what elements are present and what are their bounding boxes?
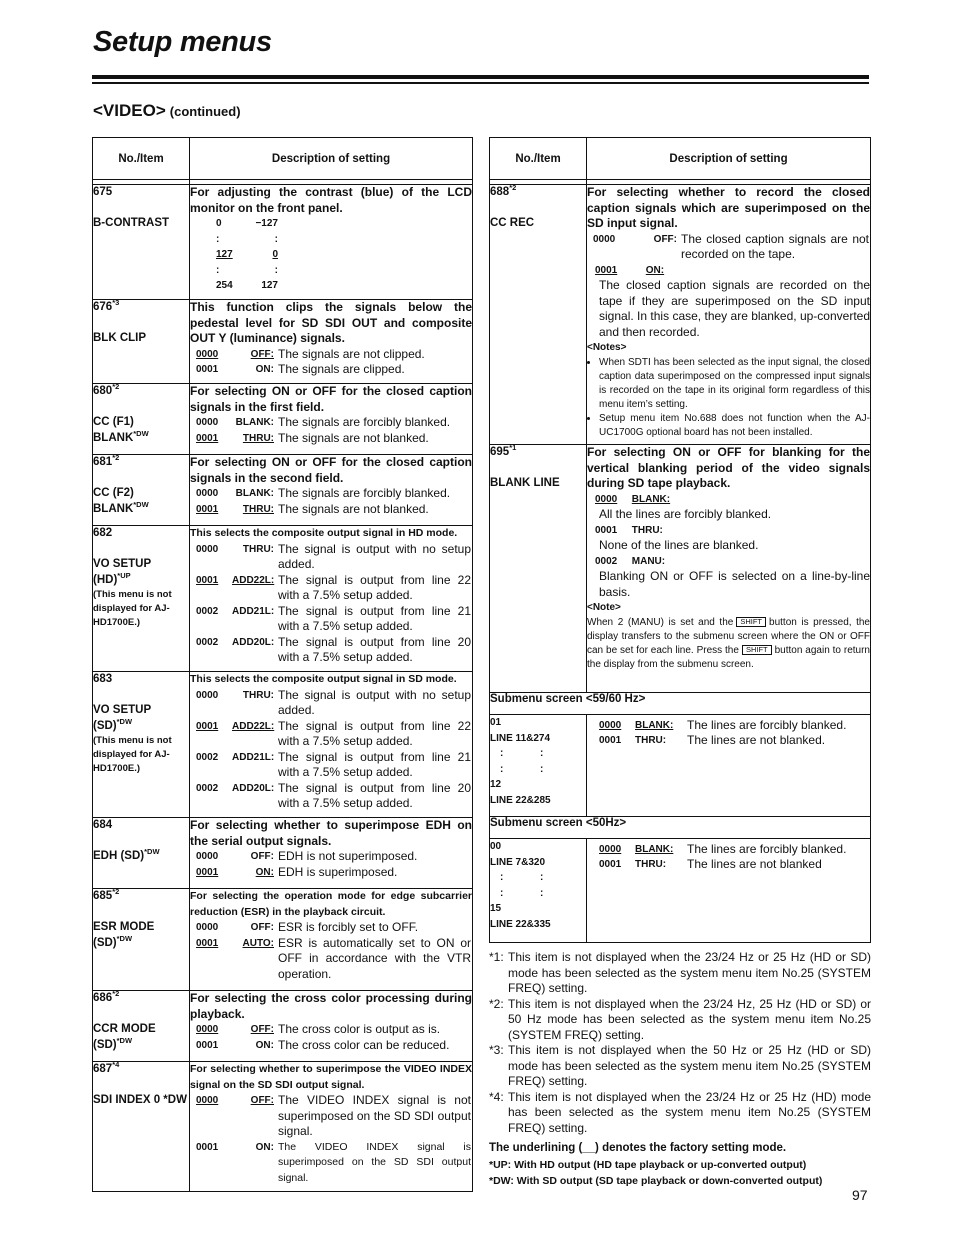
option-list: 0000 THRU: The signal is output with no setup added. 0001 ADD22L: The signal is output from line 22 with a 7.5% setup added. 0002 ADD21L: The signal is output from line 21 with a 7.5% setup added. 0002 ADD20L: The signal is output from line 20 with a 7.5% setup added. [196, 687, 471, 810]
item-name: CC (F1) $BLANK^{*DW}$ [93, 416, 149, 444]
item-note: (This menu is not displayed for AJ-HD1700E.) [93, 589, 172, 628]
item-number: 683 [93, 673, 113, 685]
item-name: VO SETUP (SD)$^{*DW}$ [93, 704, 151, 732]
item-description: For selecting the operation mode for edge subcarrier reduction (ESR) in the playback circuit. [190, 890, 472, 918]
item-name: B-CONTRAST [93, 217, 170, 229]
option-list: 0001 ON: The closed caption signals are recorded on the tape if they are superimposed on the SD input signal. In this case, they are blanked, up-converted and then recorded. [595, 264, 870, 339]
option-list: 0000 THRU: The signal is output with no setup added. 0001 ADD22L: The signal is output from line 22 with a 7.5% setup added. 0002 ADD21L: The signal is output from line 21 with a 7.5% setup added. 0002 ADD20L: The signal is output from line 20 with a 7.5% setup added. [196, 541, 471, 664]
item-description: For selecting ON or OFF for the closed caption signals in the first field. [190, 384, 472, 414]
legend-up: *UP: With HD output (HD tape playback or up-converted output) [489, 1158, 807, 1171]
col-header-desc: Description of setting [587, 138, 871, 180]
option-list: 0000 OFF: EDH is not superimposed. 0001 ON: EDH is superimposed. [196, 849, 418, 879]
title-rule-thick [92, 75, 869, 79]
shift-key-icon: SHIFT [736, 617, 766, 627]
submenu-heading: Submenu screen <59/60 Hz> [490, 693, 871, 715]
section-heading [93, 101, 241, 121]
option-list: 0000 BLANK: The signals are forcibly blanked. 0001 THRU: The signals are not blanked. [196, 415, 451, 445]
item-number: 682 [93, 527, 113, 539]
value-scale: 0 −127 : : 127 0 : : 254 127 [216, 218, 278, 291]
section-continued: (continued) [169, 104, 241, 119]
table-row [93, 185, 473, 300]
table-row: 00 LINE 7&320 : : : : 15 LINE 22&335 0000 BLANK: The lines are forcibly blanked. 0001 THRU: The lines are not blanked [490, 839, 871, 943]
option-list: 0000 OFF: The VIDEO INDEX signal is not superimposed on the SD SDI output signal. 0001 ON: The VIDEO INDEX signal is superimposed on the SD SDI output signal. [196, 1093, 471, 1184]
footnote: *2: This item is not displayed when the 23/24 Hz, 25 Hz (HD or SD) or 50 Hz mode has been selected as the system menu item No.25 (SYSTEM FREQ) setting. [489, 996, 871, 1042]
table-row [93, 300, 473, 384]
item-description: For selecting the cross color processing during playback. [190, 991, 472, 1021]
item-number: 676$^{*3}$ [93, 298, 120, 313]
table-row [490, 445, 871, 693]
note-body: When 2 (MANU) is set and the SHIFT button is pressed, the display transfers to the submenu screen where the ON or OFF can be set for each line. Press the SHIFT button again to return the display from the submenu screen. [587, 616, 870, 670]
item-description: This selects the composite output signal in HD mode. [190, 527, 458, 539]
item-name: CC REC [490, 217, 535, 229]
page-title: Setup menus [93, 26, 272, 58]
item-name: BLANK LINE [490, 477, 560, 489]
item-description: For selecting whether to record the closed caption signals which are superimposed on the SD input signal. [587, 185, 870, 230]
table-row [93, 526, 473, 672]
table-row [93, 455, 473, 526]
footnotes [489, 950, 871, 1189]
notes-list: • When SDTI has been selected as the input signal, the closed caption data superimposed on the compressed input signals is recorded on the tape in its original form regardless of this menu item’s setting. • Setup menu item No.688 does not function when the AJ-UC1700G optional board has not been installed. [587, 356, 870, 440]
item-number: 685$^{*2}$ [93, 887, 120, 902]
item-description: For selecting ON or OFF for the closed caption signals in the second field. [190, 455, 472, 485]
item-description: This selects the composite output signal in SD mode. [190, 673, 457, 685]
right-settings-table [489, 137, 871, 943]
table-row [93, 672, 473, 818]
item-name: SDI INDEX 0 *DW [93, 1094, 187, 1106]
table-row [93, 1062, 473, 1192]
item-name: BLK CLIP [93, 332, 147, 344]
option-list: 0000 OFF: The cross color is output as is. 0001 ON: The cross color can be reduced. [196, 1022, 450, 1052]
col-header-desc: Description of setting [190, 138, 473, 180]
left-settings-table [92, 137, 473, 1192]
col-header-no: No./Item [93, 138, 190, 180]
title-rule-thin [92, 82, 869, 84]
submenu-heading: Submenu screen <50Hz> [490, 817, 871, 839]
footnote: *3: This item is not displayed when the 50 Hz or 25 Hz (HD or SD) mode has been selected as the system menu item No.25 (SYSTEM FREQ) setting. [489, 1043, 871, 1088]
option-list: 0000 BLANK: All the lines are forcibly blanked. 0001 THRU: None of the lines are blanked. 0002 MANU: Blanking ON or OFF is selected on a line-by-line basis. [595, 493, 870, 599]
table-row [93, 889, 473, 991]
footnote: *4: This item is not displayed when the 23/24 Hz or 25 Hz (HD) mode has been selected as the system menu item No.25 (SYSTEM FREQ) setting. [489, 1089, 871, 1135]
item-number: 680$^{*2}$ [93, 382, 120, 397]
option-list: 0000 BLANK: The signals are forcibly blanked. 0001 THRU: The signals are not blanked. [196, 486, 451, 516]
section-name: <VIDEO> [93, 101, 166, 120]
option-list: 0000 OFF: The closed caption signals are not recorded on the tape. [593, 231, 869, 261]
item-note: (This menu is not displayed for AJ-HD1700E.) [93, 735, 172, 774]
item-description: For selecting ON or OFF for blanking for the vertical blanking period of the video signals during SD tape playback. [587, 445, 870, 490]
item-name: EDH (SD)$^{*DW}$ [93, 847, 160, 862]
item-number: 684 [93, 819, 113, 831]
item-description: For selecting whether to superimpose EDH on the serial output signals. [190, 818, 472, 848]
item-description: This function clips the signals below the pedestal level for SD SDI OUT and composite OUT Y (luminance) signals. [190, 300, 472, 345]
item-description: For selecting whether to superimpose the VIDEO INDEX signal on the SD SDI output signal. [190, 1063, 472, 1091]
footnote-list [489, 950, 871, 1136]
submenu-header-row [490, 693, 871, 715]
item-number: 695$^{*1}$ [490, 443, 517, 458]
item-name: ESR MODE (SD)$^{*DW}$ [93, 921, 155, 949]
underline-note: The underlining (__) denotes the factory setting mode. [489, 1142, 787, 1154]
option-list: 0000 OFF: ESR is forcibly set to OFF. 0001 AUTO: ESR is automatically set to ON or OFF in accordance with the VTR operation. [196, 920, 471, 981]
item-name: CCR MODE (SD)$^{*DW}$ [93, 1023, 156, 1051]
col-header-no: No./Item [490, 138, 587, 180]
notes-heading: <Notes> [587, 342, 627, 353]
shift-key-icon: SHIFT [742, 645, 772, 655]
option-list: 0000 OFF: The signals are not clipped. 0001 ON: The signals are clipped. [196, 346, 425, 376]
table-row [490, 185, 871, 445]
page-number: 97 [852, 1187, 868, 1203]
item-number: 687$^{*4}$ [93, 1060, 120, 1075]
legend-dw: *DW: With SD output (SD tape playback or down-converted output) [489, 1174, 823, 1187]
table-row [93, 818, 473, 889]
item-name: VO SETUP (HD)$^{*UP}$ [93, 558, 151, 586]
table-row [93, 991, 473, 1062]
item-number: 688$^{*2}$ [490, 183, 517, 198]
submenu-header-row [490, 817, 871, 839]
item-number: 675 [93, 186, 113, 198]
item-number: 681$^{*2}$ [93, 453, 120, 468]
item-description: For adjusting the contrast (blue) of the LCD monitor on the front panel. [190, 185, 472, 215]
item-number: 686$^{*2}$ [93, 989, 120, 1004]
table-row [93, 384, 473, 455]
footnote: *1: This item is not displayed when the 23/24 Hz or 25 Hz (HD or SD) mode has been selected as the system menu item No.25 (SYSTEM FREQ) setting. [489, 950, 871, 995]
table-row: 01 LINE 11&274 : : : : 12 LINE 22&285 0000 BLANK: The lines are forcibly blanked. 0001 THRU: The lines are not blanked. [490, 715, 871, 817]
item-name: CC (F2) $BLANK^{*DW}$ [93, 487, 149, 515]
note-heading: <Note> [587, 602, 621, 613]
